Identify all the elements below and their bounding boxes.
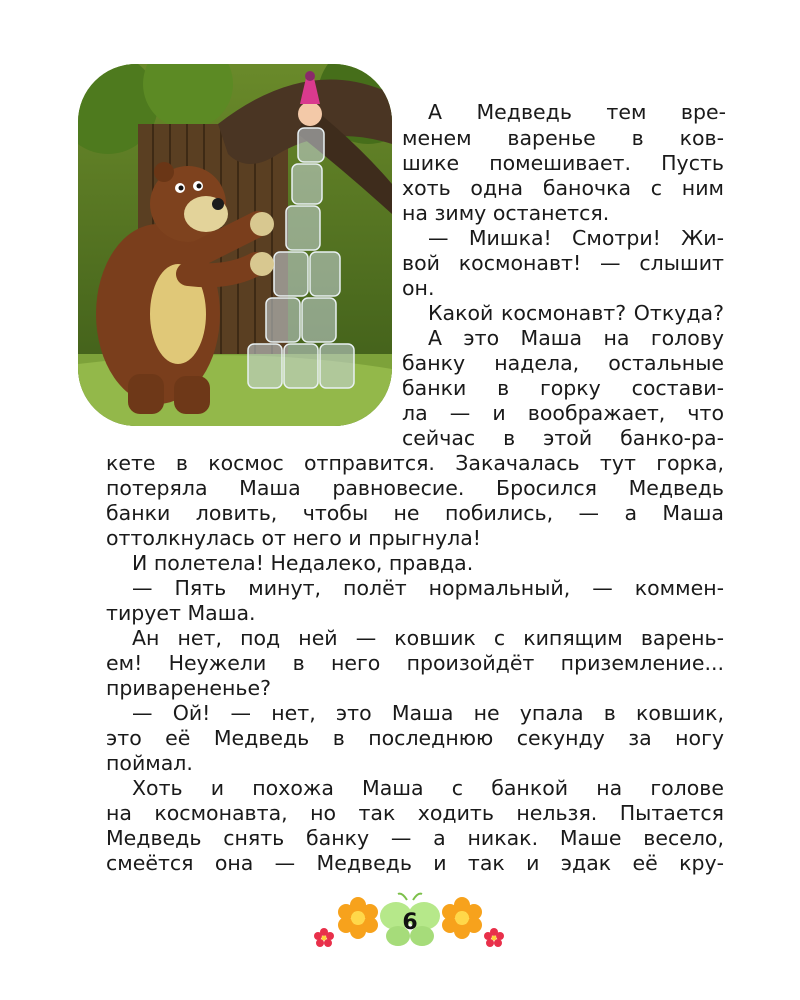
- text-line: на зиму останется.: [402, 201, 610, 225]
- text-line: оттолкнулась от него и прыгнула!: [106, 526, 481, 550]
- text-line: — Пять минут, полёт нормальный, — коммен-: [132, 576, 724, 600]
- page-number: 6: [402, 910, 418, 935]
- text-line: банки в горку состави-: [402, 376, 724, 400]
- illustration: [78, 64, 392, 426]
- text-line: банки ловить, чтобы не побились, — а Маша: [106, 501, 724, 525]
- text-line: ем! Неужели в него произойдёт приземление...: [106, 651, 724, 675]
- text-line: хоть одна баночка с ним: [402, 176, 724, 200]
- text-line: он.: [402, 276, 435, 300]
- text-line: кете в космос отправится. Закачалась тут горка,: [106, 451, 724, 475]
- text-line: банку надела, остальные: [402, 351, 724, 375]
- text-line: Какой космонавт? Откуда?: [428, 301, 724, 325]
- page-footer: [310, 890, 510, 956]
- text-line: на космонавта, но так ходить нельзя. Пытается: [106, 801, 724, 825]
- text-line: приварененье?: [106, 676, 272, 700]
- text-line: ла — и воображает, что: [402, 401, 724, 425]
- text-line: шике помешивает. Пусть: [402, 151, 724, 175]
- text-line: Ан нет, под ней — ковшик с кипящим варень-: [132, 626, 724, 650]
- text-line: — Мишка! Смотри! Жи-: [428, 226, 724, 250]
- text-line: менем варенье в ков-: [402, 126, 724, 150]
- text-line: поймал.: [106, 751, 193, 775]
- text-line: смеётся она — Медведь и так и эдак её кру-: [106, 851, 724, 875]
- text-line: тирует Маша.: [106, 601, 256, 625]
- text-line: это её Медведь в последнюю секунду за ногу: [106, 726, 724, 750]
- text-line: И полетела! Недалеко, правда.: [132, 551, 474, 575]
- text-line: Хоть и похожа Маша с банкой на голове: [132, 776, 724, 800]
- text-line: А это Маша на голову: [428, 326, 724, 350]
- text-line: — Ой! — нет, это Маша не упала в ковшик,: [132, 701, 724, 725]
- text-line: Медведь снять банку — а никак. Маше весело,: [106, 826, 724, 850]
- text-line: А Медведь тем вре-: [428, 100, 726, 124]
- text-line: сейчас в этой банко-ра-: [402, 426, 724, 450]
- text-line: потеряла Маша равновесие. Бросился Медведь: [106, 476, 724, 500]
- text-line: вой космонавт! — слышит: [402, 251, 724, 275]
